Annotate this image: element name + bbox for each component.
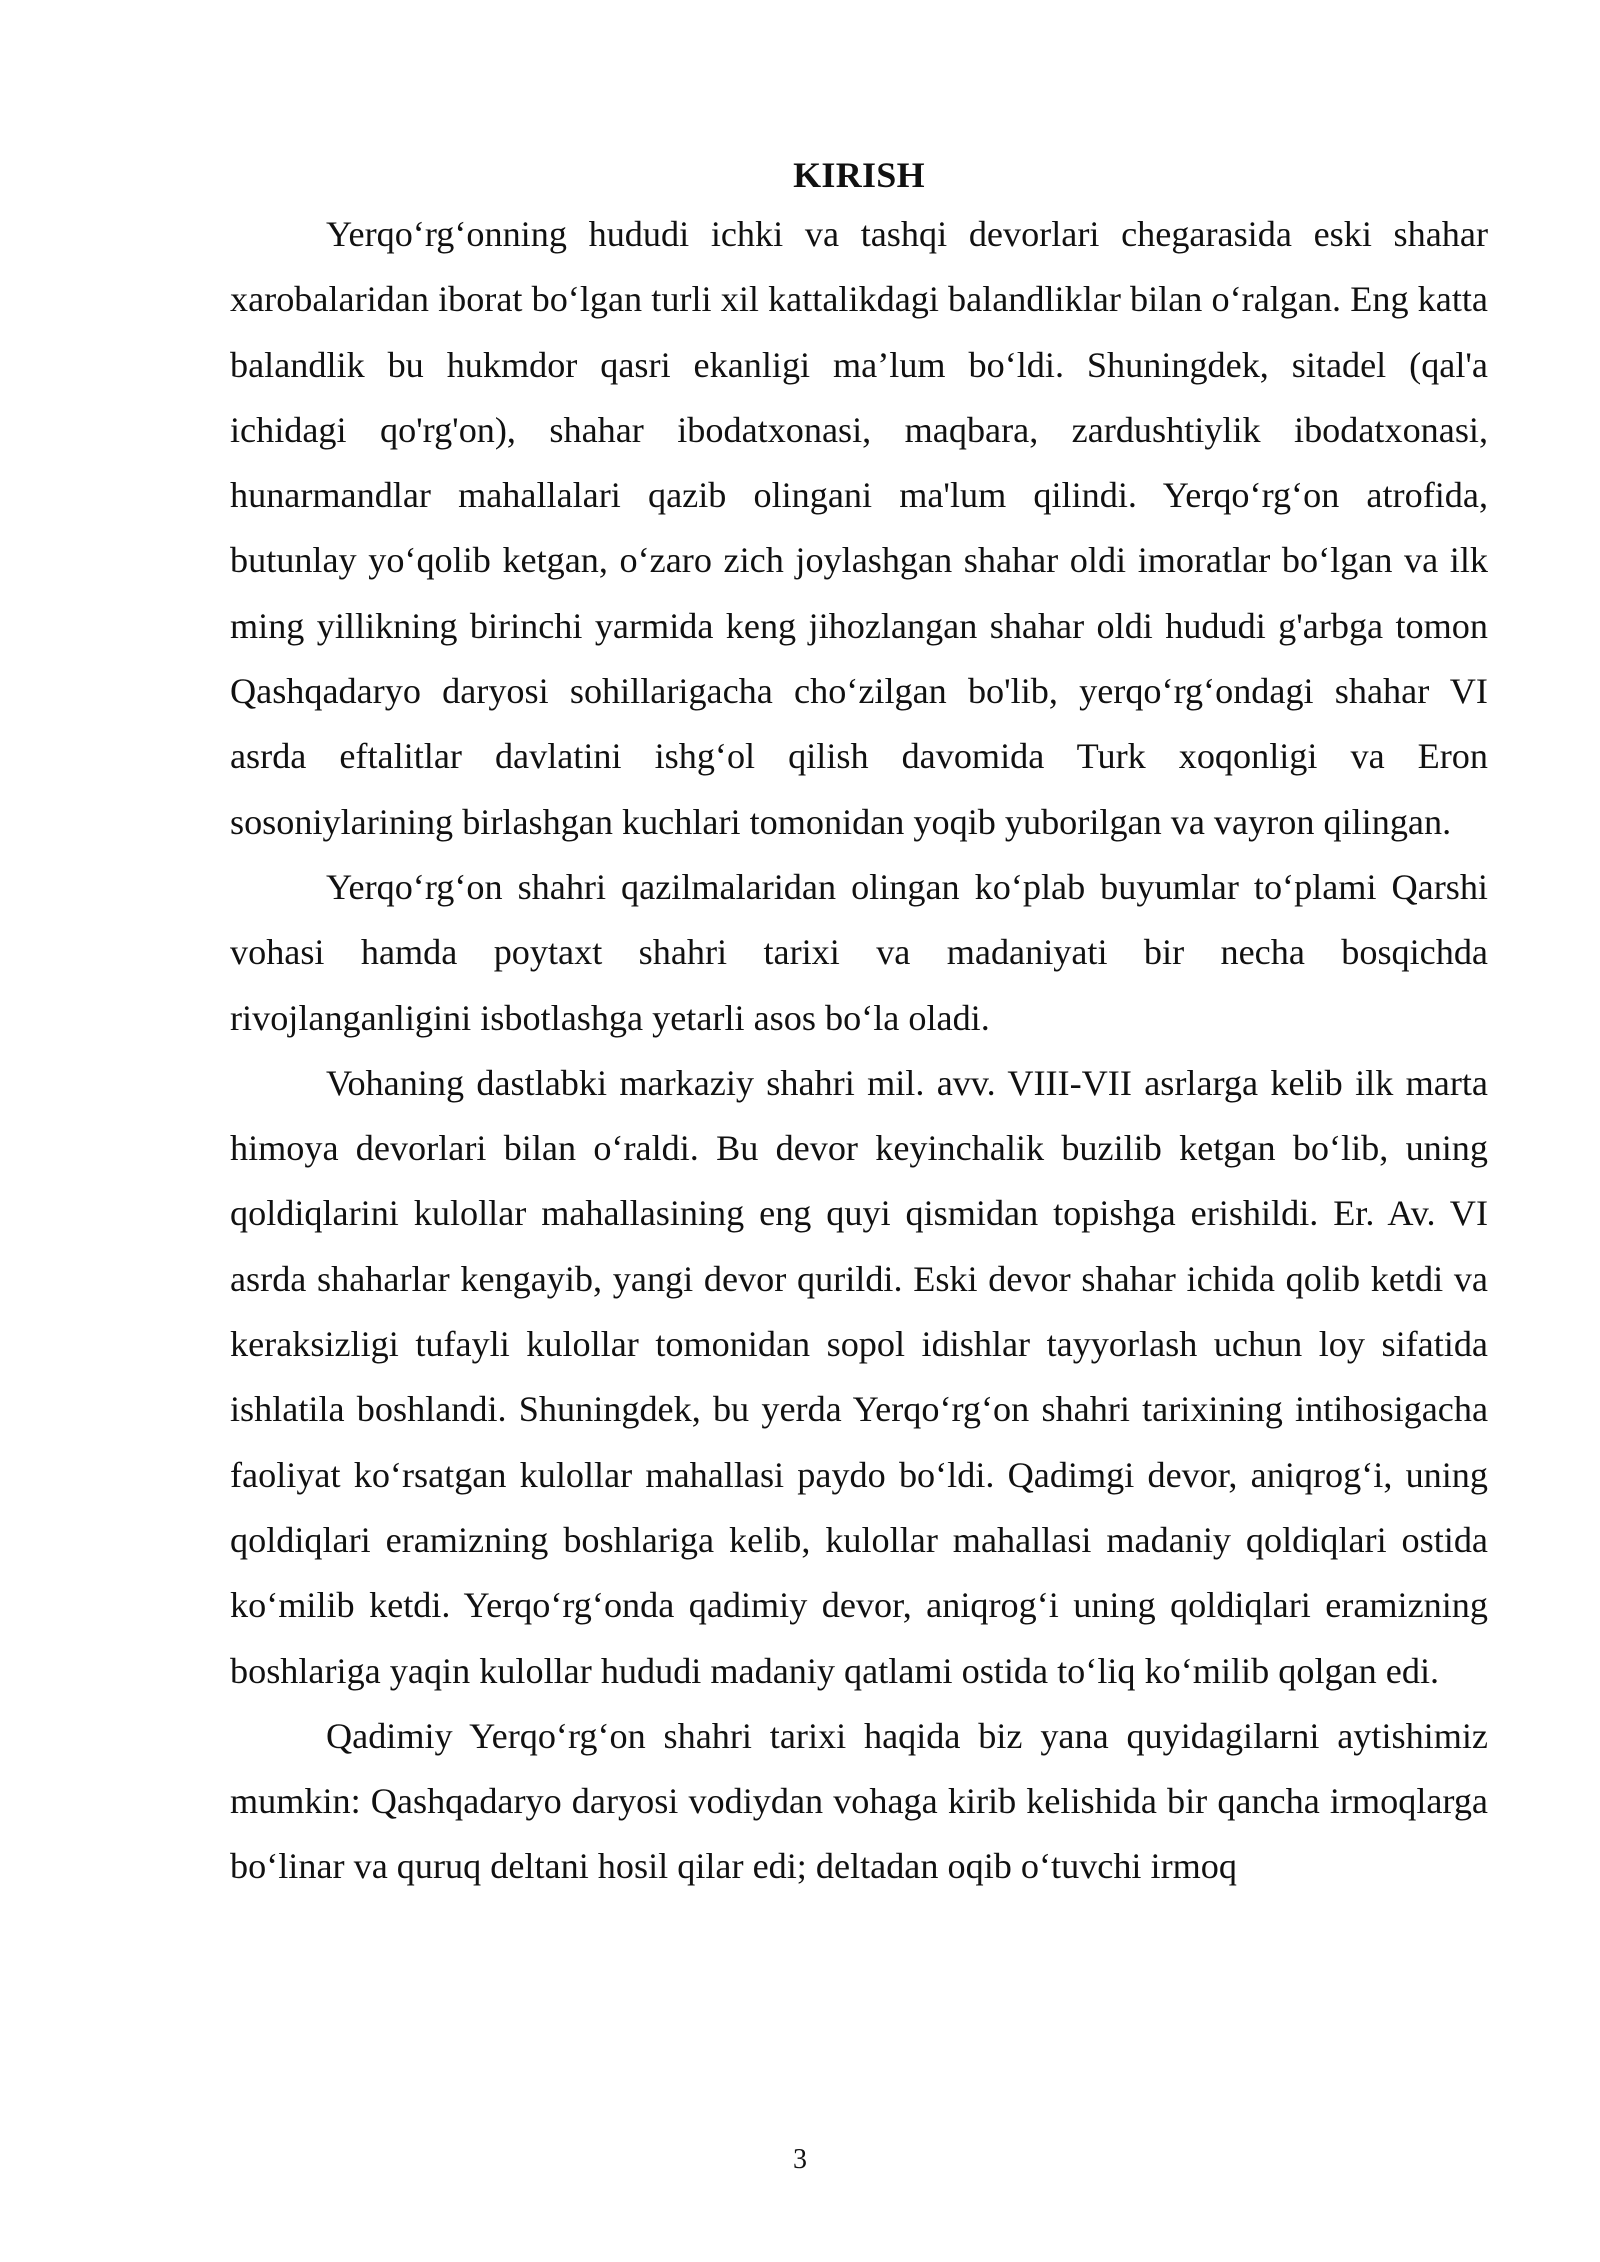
paragraph-1: Yerqo‘rg‘onning hududi ichki va tashqi devorlari chegarasida eski shahar xarobalaridan iborat bo‘lgan turli xil kattalikdagi balandliklar bilan o‘ralgan. Eng katta balandlik bu hukmdor qasri ekanligi ma’lum bo‘ldi. Shuningdek, sitadel (qal'a ichidagi qo'rg'on), shahar ibodatxonasi, maqbara, zardushtiylik ibodatxonasi, hunarmandlar mahallalari qazib olingani ma'lum qilindi. Yerqo‘rg‘on atrofida, butunlay yo‘qolib ketgan, o‘zaro zich joylashgan shahar oldi imoratlar bo‘lgan va ilk ming yillikning birinchi yarmida keng jihozlangan shahar oldi hududi g'arbga tomon Qashqadaryo daryosi sohillarigacha cho‘zilgan bo'lib, yerqo‘rg‘ondagi shahar VI asrda eftalitlar davlatini ishg‘ol qilish davomida Turk xoqonligi va Eron sosoniylarining birlashgan kuchlari tomonidan yoqib yuborilgan va vayron qilingan.: [230, 214, 1488, 842]
paragraph-3: Vohaning dastlabki markaziy shahri mil. avv. VIII-VII asrlarga kelib ilk marta himoya devorlari bilan o‘raldi. Bu devor keyinchalik buzilib ketgan bo‘lib, uning qoldiqlarini kulollar mahallasining eng quyi qismidan topishga erishildi. Er. Av. VI asrda shaharlar kengayib, yangi devor qurildi. Eski devor shahar ichida qolib ketdi va keraksizligi tufayli kulollar tomonidan sopol idishlar tayyorlash uchun loy sifatida ishlatila boshlandi. Shuningdek, bu yerda Yerqo‘rg‘on shahri tarixining intihosigacha faoliyat ko‘rsatgan kulollar mahallasi paydo bo‘ldi. Qadimgi devor, aniqrog‘i, uning qoldiqlari eramizning boshlariga kelib, kulollar mahallasi madaniy qoldiqlari ostida ko‘milib ketdi. Yerqo‘rg‘onda qadimiy devor, aniqrog‘i uning qoldiqlari eramizning boshlariga yaqin kulollar hududi madaniy qatlami ostida to‘liq ko‘milib qolgan edi.: [230, 1062, 1488, 1691]
page-content: [230, 148, 1488, 1900]
page-number: 3: [793, 2144, 807, 2175]
paragraph-2: Yerqo‘rg‘on shahri qazilmalaridan olingan ko‘plab buyumlar to‘plami Qarshi vohasi hamda poytaxt shahri tarixi va madaniyati bir necha bosqichda rivojlanganligini isbotlashga yetarli asos bo‘la oladi.: [230, 866, 1488, 1038]
paragraph-4: Qadimiy Yerqo‘rg‘on shahri tarixi haqida biz yana quyidagilarni aytishimiz mumkin: Qashqadaryo daryosi vodiydan vohaga kirib kelishida bir qancha irmoqlarga bo‘linar va quruq deltani hosil qilar edi; deltadan oqib o‘tuvchi irmoq: [230, 1715, 1488, 1887]
section-heading: KIRISH: [793, 155, 925, 195]
